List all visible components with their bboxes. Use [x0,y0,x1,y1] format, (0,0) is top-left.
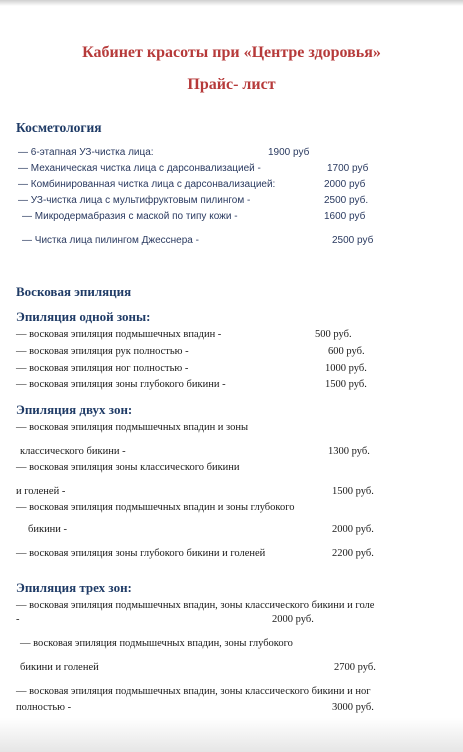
price: 2500 руб. [324,195,369,206]
subsection-three-zones-heading: Эпиляция трех зон: [16,580,132,595]
section-wax-heading: Восковая эпиляция [16,284,132,299]
list-item: — УЗ-чистка лица с мультифруктовым пилингом - [18,195,251,206]
price: 1700 руб [327,163,369,174]
list-item-continuation: бикини - [28,524,68,535]
list-item: — восковая эпиляция подмышечных впадин, зоны глубокого [20,638,293,649]
list-item: — восковая эпиляция зоны классического бикини [16,462,240,473]
list-item: — Механическая чистка лица с дарсонвализацией - [18,163,261,174]
price: 2000 руб [324,179,366,190]
bottom-shadow [0,718,463,752]
price: 1900 руб [268,147,310,158]
list-item: — восковая эпиляция ног полностью - [16,363,189,374]
list-item-continuation: - [16,614,20,625]
list-item: — восковая эпиляция подмышечных впадин - [16,329,222,340]
page-title: Кабинет красоты при «Центре здоровья» [82,44,381,61]
price: 2200 руб. [332,548,374,559]
price: 1500 руб. [325,379,367,390]
price: 1600 руб [324,211,366,222]
list-item: — Комбинированная чистка лица с дарсонвализацией: [18,179,276,190]
price: 600 руб. [328,346,365,357]
list-item: — восковая эпиляция подмышечных впадин и зоны [16,422,249,433]
list-item-continuation: и голеней - [16,486,66,497]
price: 500 руб. [315,329,352,340]
subsection-two-zones-heading: Эпиляция двух зон: [16,402,133,417]
price: 2500 руб [332,235,374,246]
list-item-continuation: бикини и голеней [20,662,99,673]
list-item-continuation: полностью - [16,702,72,713]
top-shadow [0,0,463,6]
list-item-continuation: классического бикини - [20,446,126,457]
list-item: — восковая эпиляция зоны глубокого бикини - [16,379,226,390]
list-item: — Чистка лица пилингом Джесснера - [22,235,199,246]
list-item: — восковая эпиляция подмышечных впадин, зоны классического бикини и голе [16,600,375,611]
price: 3000 руб. [332,702,374,713]
price: 1300 руб. [328,446,370,457]
list-item: — восковая эпиляция рук полностью - [16,346,189,357]
price: 2700 руб. [334,662,376,673]
list-item: — восковая эпиляция подмышечных впадин и зоны глубокого [16,502,295,513]
list-item: — Микродермабразия с маской по типу кожи - [22,211,238,222]
page-subtitle: Прайс- лист [187,76,276,93]
list-item: — восковая эпиляция зоны глубокого бикини и голеней [16,548,266,559]
list-item: — восковая эпиляция подмышечных впадин, зоны классического бикини и ног [16,686,371,697]
price: 2000 руб. [272,614,314,625]
list-item: — 6-этапная УЗ-чистка лица: [18,147,154,158]
price: 2000 руб. [332,524,374,535]
section-cosmetology-heading: Косметология [16,120,102,135]
price: 1000 руб. [325,363,367,374]
subsection-one-zone-heading: Эпиляция одной зоны: [16,309,151,324]
price: 1500 руб. [332,486,374,497]
